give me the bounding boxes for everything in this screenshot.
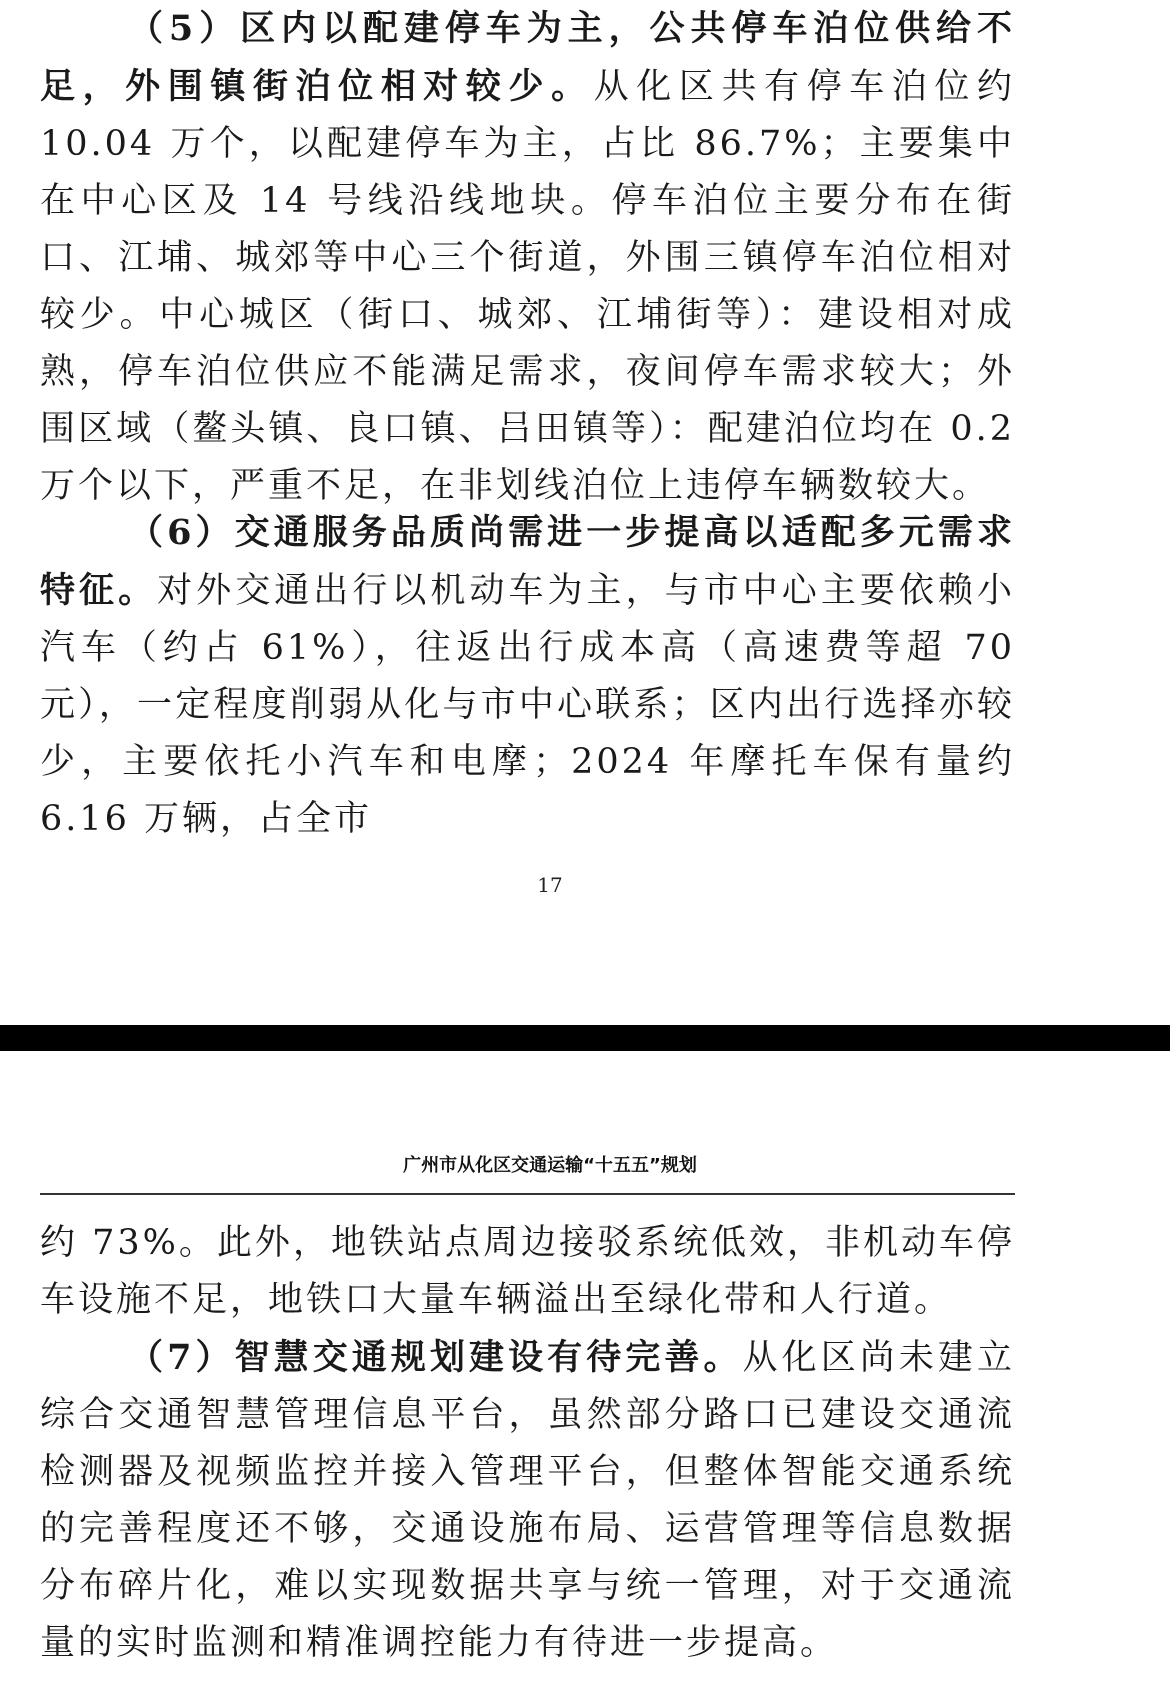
paragraph-6 <box>40 504 1015 848</box>
paragraph-5-body: 从化区共有停车泊位约 10.04 万个，以配建停车为主，占比 86.7%；主要集中在中心区及 14 号线沿线地块。停车泊位主要分布在街口、江埔、城郊等中心三个街道，外围三镇停车泊位相对较少。中心城区（街口、城郊、江埔街等）：建设相对成熟，停车泊位供应不能满足需求，夜间停车需求较大；外围区域（鳌头镇、良口镇、吕田镇等）：配建泊位均在 0.2 万个以下，严重不足，在非划线泊位上违停车辆数较大。 <box>40 67 1015 506</box>
paragraph-6-heading: （6）交通服务品质尚需进一步提高以适配多元需求特征。 <box>40 512 1015 611</box>
page-separator <box>0 1025 1170 1051</box>
paragraph-7 <box>40 1329 1015 1672</box>
page-number: 17 <box>537 873 563 897</box>
paragraph-5-heading: （5）区内以配建停车为主，公共停车泊位供给不足，外围镇街泊位相对较少。 <box>40 8 1015 107</box>
paragraph-7-body: 从化区尚未建立综合交通智慧管理信息平台，虽然部分路口已建设交通流检测器及视频监控并接入管理平台，但整体智能交通系统的完善程度还不够，交通设施布局、运营管理等信息数据分布碎片化，难以实现数据共享与统一管理，对于交通流量的实时监测和精准调控能力有待进一步提高。 <box>40 1338 1015 1663</box>
running-header: 广州市从化区交通运输“十五五”规划 <box>403 1155 697 1176</box>
paragraph-6-continuation: 约 73%。此外，地铁站点周边接驳系统低效，非机动车停车设施不足，地铁口大量车辆溢出至绿化带和人行道。 <box>40 1223 1015 1320</box>
paragraph-5 <box>40 0 1015 515</box>
paragraph-7-heading: （7）智慧交通规划建设有待完善。 <box>128 1337 743 1378</box>
header-rule <box>40 1193 1015 1195</box>
paragraph-6-body: 对外交通出行以机动车为主，与市中心主要依赖小汽车（约占 61%），往返出行成本高（高速费等超 70 元），一定程度削弱从化与市中心联系；区内出行选择亦较少，主要依托小汽车和电摩；2024 年摩托车保有量约 6.16 万辆，占全市 <box>40 571 1015 839</box>
